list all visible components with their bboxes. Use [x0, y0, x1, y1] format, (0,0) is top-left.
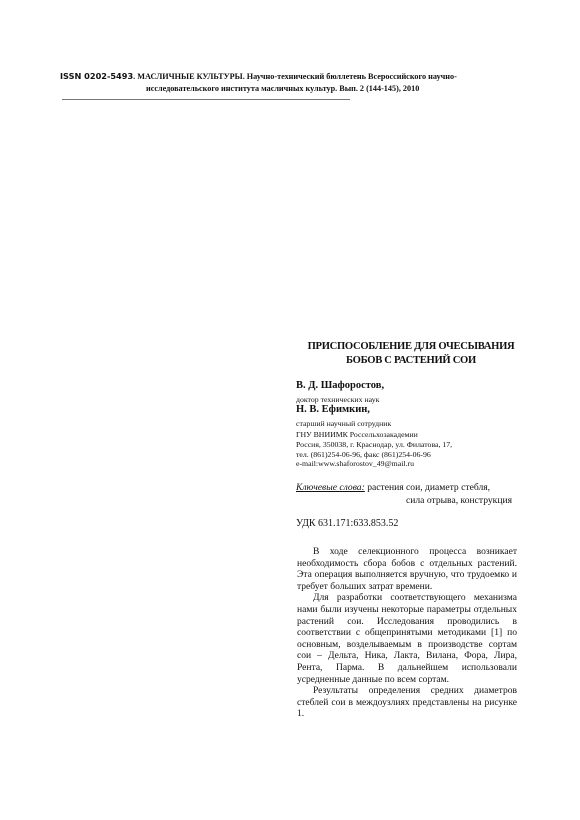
issn-number: ISSN 0202-5493	[60, 71, 134, 81]
header-line-1	[60, 70, 530, 83]
udc-code: УДК 631.171:633.853.52	[296, 518, 399, 529]
paragraph-3: Результаты определения средних диаметров стеблей сои в междоузлиях представлены на рисунке 1.	[297, 685, 517, 720]
author-name-2: Н. В. Ефимкин,	[296, 404, 370, 415]
affiliation-email: e-mail:www.shaforostov_49@mail.ru	[296, 459, 414, 469]
keywords-text-1: растения сои, диаметр стебля,	[364, 482, 491, 493]
affiliation-phone: тел. (861)254-06-96, факс (861)254-06-96	[296, 449, 431, 459]
affiliation	[296, 430, 452, 469]
header-journal-title: . МАСЛИЧНЫЕ КУЛЬТУРЫ. Научно-технический бюллетень Всероссийского научно-	[133, 72, 457, 81]
journal-header	[60, 70, 530, 95]
paragraph-1: В ходе селекционного процесса возникает необходимость сбора бобов с отдельных растений. Эта операция выполняется вручную, что трудоемко и требует больших затрат времени.	[297, 546, 517, 592]
article-title	[286, 340, 536, 368]
affiliation-org: ГНУ ВНИИМК Россельхозакадемии	[296, 430, 418, 439]
title-line-1: ПРИСПОСОБЛЕНИЕ ДЛЯ ОЧЕСЫВАНИЯ	[307, 341, 515, 352]
keywords-label: Ключевые слова:	[296, 482, 365, 493]
header-divider	[62, 99, 350, 100]
affiliation-address: Россия, 350038, г. Краснодар, ул. Филатова, 17,	[296, 439, 453, 449]
paragraph-2: Для разработки соответствующего механизма нами были изучены некоторые параметры отдельных растений сои. Исследования проводились в соответствии с общепринятыми методиками [1] по основным, возделываемым в производстве сортам сои – Дельта, Ника, Лакта, Вилана, Фора, Лира, Рента, Парма. В дальнейшем использовали усредненные данные по всем сортам.	[297, 592, 517, 685]
title-line-2: БОБОВ С РАСТЕНИЙ СОИ	[346, 355, 476, 366]
author-name-1: В. Д. Шафоростов,	[296, 380, 385, 391]
author-role-1: доктор технических наук	[296, 395, 380, 404]
header-line-2: исследовательского института масличных культур. Вып. 2 (144-145), 2010	[146, 84, 420, 93]
keywords	[296, 482, 518, 507]
author-role-2: старший научный сотрудник	[296, 419, 392, 428]
article-body	[297, 546, 517, 720]
keywords-text-2: сила отрыва, конструкция	[406, 494, 512, 506]
